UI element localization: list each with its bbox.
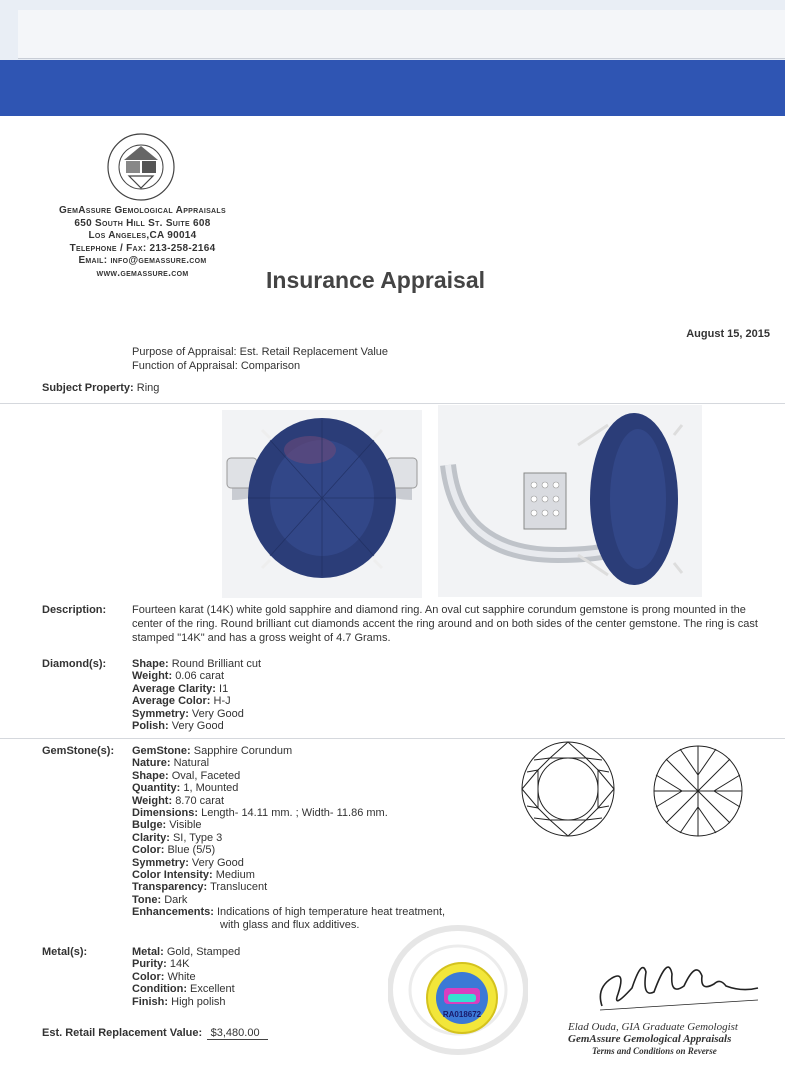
description-label: Description:	[42, 604, 107, 616]
company-address-line1: 650 South Hill St. Suite 608	[74, 217, 211, 229]
diamond-weight: Weight: 0.06 carat	[132, 670, 225, 683]
company-phone: Telephone / Fax: 213-258-2164	[69, 242, 216, 254]
gemstone-color: Color: Blue (5/5)	[132, 844, 216, 857]
gemstone-enhancements: Enhancements: Indications of high temperature heat treatment,	[132, 906, 446, 919]
gemstone-bulge: Bulge: Visible	[132, 819, 202, 832]
diamonds-label: Diamond(s):	[42, 658, 107, 670]
gemstone-transparency: Transparency: Translucent	[132, 881, 268, 894]
signature-block	[568, 1021, 768, 1057]
metal-purity: Purity: 14K	[132, 958, 190, 971]
retail-value-label: Est. Retail Replacement Value:	[42, 1027, 203, 1039]
appraisal-date: August 15, 2015	[686, 328, 770, 340]
metal-type: Metal: Gold, Stamped	[132, 946, 241, 958]
subject-property	[42, 382, 159, 394]
company-email: Email: info@gemassure.com	[78, 255, 207, 266]
metal-color: Color: White	[132, 970, 196, 983]
appraiser-company: GemAssure Gemological Appraisals	[568, 1033, 732, 1045]
function-of-appraisal: Function of Appraisal: Comparison	[132, 360, 301, 372]
hologram-sticker	[426, 962, 498, 1034]
document-title: Insurance Appraisal	[266, 267, 486, 293]
terms-and-conditions: Terms and Conditions on Reverse	[592, 1046, 717, 1056]
gemstone-dimensions: Dimensions: Length- 14.11 mm. ; Width- 11.86 mm.	[132, 807, 388, 820]
appraiser-name: Elad Ouda, GIA Graduate Gemologist	[568, 1021, 738, 1033]
gem-crown-diagram	[520, 740, 616, 838]
gemstone-shape: Shape: Oval, Faceted	[132, 769, 241, 782]
background-paper-edge	[18, 10, 785, 59]
handwritten-signature	[592, 948, 762, 1016]
paper-fold-line	[0, 403, 785, 404]
gemstone-color-intensity: Color Intensity: Medium	[132, 869, 255, 882]
retail-value	[42, 1023, 268, 1041]
gemstone-symmetry: Symmetry: Very Good	[132, 856, 244, 869]
company-seal-logo	[102, 132, 180, 202]
purpose-of-appraisal: Purpose of Appraisal: Est. Retail Replacement Value	[132, 346, 388, 358]
description-text: Fourteen karat (14K) white gold sapphire and diamond ring. An oval cut sapphire corundum gemstone is prong mounted in the center of the ring. Round brilliant cut diamonds accent the ring around and on both sides of the center gemstone. The ring is cast stamped "14K" and has a gross weight of 4.7 Grams.	[132, 604, 758, 644]
subject-property-value: Ring	[136, 382, 160, 394]
company-address-line2: Los Angeles,CA 90014	[88, 230, 197, 241]
company-website: www.gemassure.com	[96, 267, 189, 279]
hologram-serial-number: RA018672	[442, 1010, 482, 1019]
gemstone-weight: Weight: 8.70 carat	[132, 794, 225, 807]
metal-details	[132, 946, 240, 1008]
gem-pavilion-diagram	[652, 745, 744, 837]
metal-condition: Condition: Excellent	[132, 983, 235, 996]
gemstone-type: GemStone: Sapphire Corundum	[132, 745, 293, 757]
company-letterhead	[40, 205, 245, 280]
metal-finish: Finish: High polish	[132, 995, 226, 1008]
gemstone-label: GemStone(s):	[42, 745, 115, 757]
paper-fold-line	[0, 738, 785, 739]
gemstone-nature: Nature: Natural	[132, 757, 210, 770]
gemstone-clarity: Clarity: SI, Type 3	[132, 831, 223, 844]
gemstone-details	[132, 745, 445, 931]
diamond-symmetry: Symmetry: Very Good	[132, 707, 244, 720]
retail-value-amount: $3,480.00	[207, 1027, 268, 1040]
subject-property-label: Subject Property:	[42, 382, 134, 394]
diamond-polish: Polish: Very Good	[132, 720, 224, 733]
company-name: GemAssure Gemological Appraisals	[59, 205, 226, 216]
diamond-color: Average Color: H-J	[132, 695, 231, 708]
gemstone-tone: Tone: Dark	[132, 893, 188, 906]
blue-header-band	[0, 60, 785, 116]
diamonds-details	[132, 658, 261, 732]
gemstone-enhancements-continued: with glass and flux additives.	[220, 918, 360, 931]
ring-photo-side	[438, 405, 702, 597]
gemstone-quantity: Quantity: 1, Mounted	[132, 782, 239, 795]
ring-photo-front	[222, 410, 422, 598]
diamond-shape: Shape: Round Brilliant cut	[132, 658, 262, 670]
metal-label: Metal(s):	[42, 946, 88, 958]
diamond-clarity: Average Clarity: I1	[132, 682, 229, 695]
